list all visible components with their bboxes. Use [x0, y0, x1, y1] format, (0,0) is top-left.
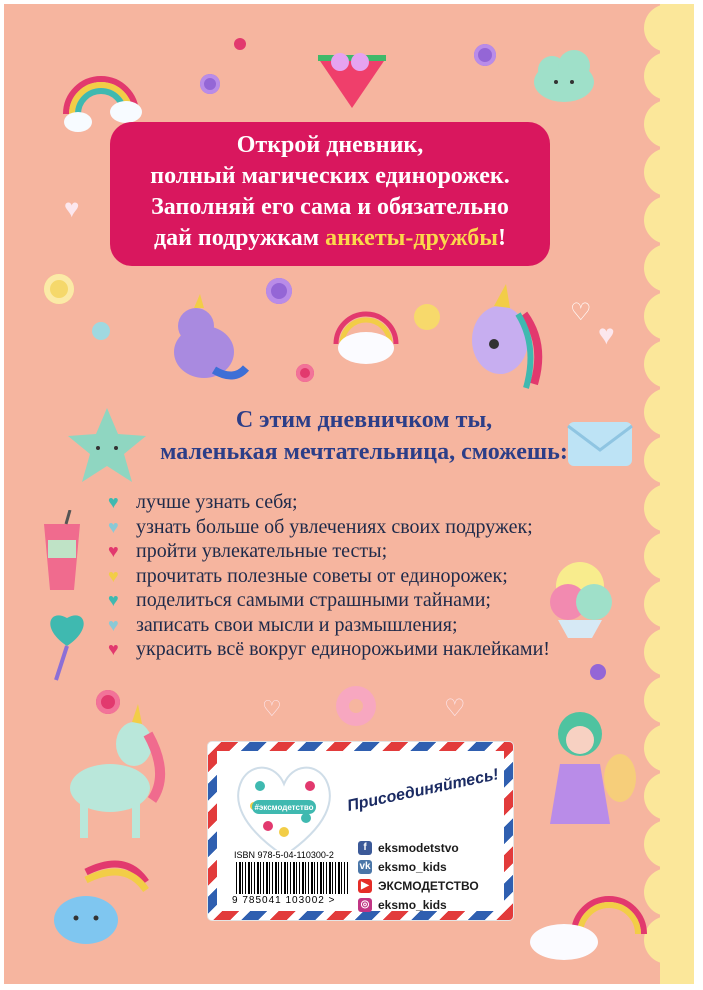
intro-line: маленькая мечтательница, сможешь: — [160, 439, 568, 465]
unicorn-illustration — [154, 292, 254, 392]
feature-text: записать свои мысли и размышления; — [136, 613, 458, 636]
feature-item — [106, 515, 586, 540]
cloud-icon — [524, 44, 604, 110]
candy-spiral — [474, 44, 496, 66]
banner-line: полный магических единорожек. — [150, 163, 510, 189]
heart-bullet-icon: ♥ — [108, 639, 119, 659]
heart-logo-label: #эксмодетство — [254, 803, 314, 812]
heart-logo — [230, 756, 338, 862]
watermelon-icon — [314, 44, 390, 110]
unicorn-illustration — [40, 704, 180, 844]
heart-icon: ♡ — [444, 696, 466, 722]
candy-dot — [92, 322, 110, 340]
join-title: Присоединяйтесь! — [345, 766, 501, 815]
feature-item — [106, 588, 586, 613]
drink-cup-icon — [40, 510, 84, 594]
feature-text: узнать больше об увлечениях своих подружек; — [136, 515, 533, 538]
heart-bullet-icon: ♥ — [108, 565, 119, 586]
social-link[interactable] — [358, 876, 479, 895]
feature-item — [106, 613, 586, 638]
instagram-icon: ◎ — [358, 898, 372, 912]
heart-bullet-icon: ♥ — [108, 614, 119, 635]
feature-text: прочитать полезные советы от единорожек; — [136, 564, 508, 587]
social-label: eksmo_kids — [378, 897, 447, 912]
book-back-cover — [4, 4, 694, 984]
candy-spiral — [44, 274, 74, 304]
candy-spiral — [266, 278, 292, 304]
feature-list — [106, 490, 586, 662]
isbn-barcode — [230, 850, 352, 908]
isbn-text: ISBN 978-5-04-110300-2 — [234, 850, 334, 860]
banner-line — [110, 223, 550, 254]
heart-bullet-icon: ♥ — [108, 516, 119, 537]
feature-item — [106, 637, 586, 662]
social-label: ЭКСМОДЕТСТВО — [378, 878, 479, 893]
info-card — [208, 742, 513, 920]
donut-icon — [334, 684, 378, 728]
heart-bullet-icon: ♥ — [108, 492, 119, 512]
intro-heading — [134, 404, 594, 468]
heart-icon: ♥ — [598, 320, 615, 351]
heart-icon: ♥ — [64, 194, 80, 223]
facebook-icon: f — [358, 841, 372, 855]
social-label: eksmodetstvo — [378, 840, 459, 855]
candy-dot — [414, 304, 440, 330]
barcode — [236, 862, 348, 894]
feature-text: пройти увлекательные тесты; — [136, 540, 388, 562]
ice-cream-icon — [540, 542, 620, 642]
banner-line-prefix: дай подружкам — [153, 225, 326, 251]
candy-spiral — [200, 74, 220, 94]
intro-banner — [110, 122, 550, 266]
rainbow-cloud-icon — [524, 884, 654, 964]
social-link[interactable] — [358, 838, 479, 857]
heart-bullet-icon: ♥ — [108, 590, 119, 610]
heart-icon: ♡ — [570, 300, 592, 326]
barcode-number: 9 785041 103002 > — [232, 895, 336, 906]
fairy-illustration — [534, 704, 644, 854]
banner-line-suffix: ! — [498, 225, 507, 251]
feature-text: лучше узнать себя; — [136, 491, 298, 513]
feature-item — [106, 564, 586, 589]
social-label: eksmo_kids — [378, 859, 447, 874]
feature-item — [106, 490, 586, 515]
vk-icon: vk — [359, 861, 371, 872]
heart-icon: ♡ — [262, 696, 282, 721]
candy-dot — [234, 38, 246, 50]
social-link[interactable] — [358, 857, 479, 876]
banner-line: Заполняй его сама и обязательно — [151, 194, 509, 220]
intro-line: С этим дневничком ты, — [235, 407, 493, 433]
feature-text: поделиться самыми страшными тайнами; — [136, 589, 491, 611]
candy-spiral — [296, 364, 314, 382]
candy-dot — [590, 664, 606, 680]
rainbow-cloud-icon — [46, 852, 156, 962]
feature-text: украсить всё вокруг единорожьими наклейками! — [136, 638, 550, 660]
youtube-icon: ▶ — [358, 879, 372, 893]
social-links — [358, 838, 479, 914]
social-link[interactable] — [358, 895, 479, 914]
banner-highlight: анкеты-дружбы — [325, 225, 499, 251]
rainbow-cloud-icon — [326, 304, 406, 374]
unicorn-head-illustration — [454, 284, 554, 394]
banner-line: Открой дневник, — [236, 132, 424, 158]
lollipop-icon — [40, 608, 94, 682]
feature-item — [106, 539, 586, 564]
heart-bullet-icon: ♥ — [108, 541, 119, 561]
